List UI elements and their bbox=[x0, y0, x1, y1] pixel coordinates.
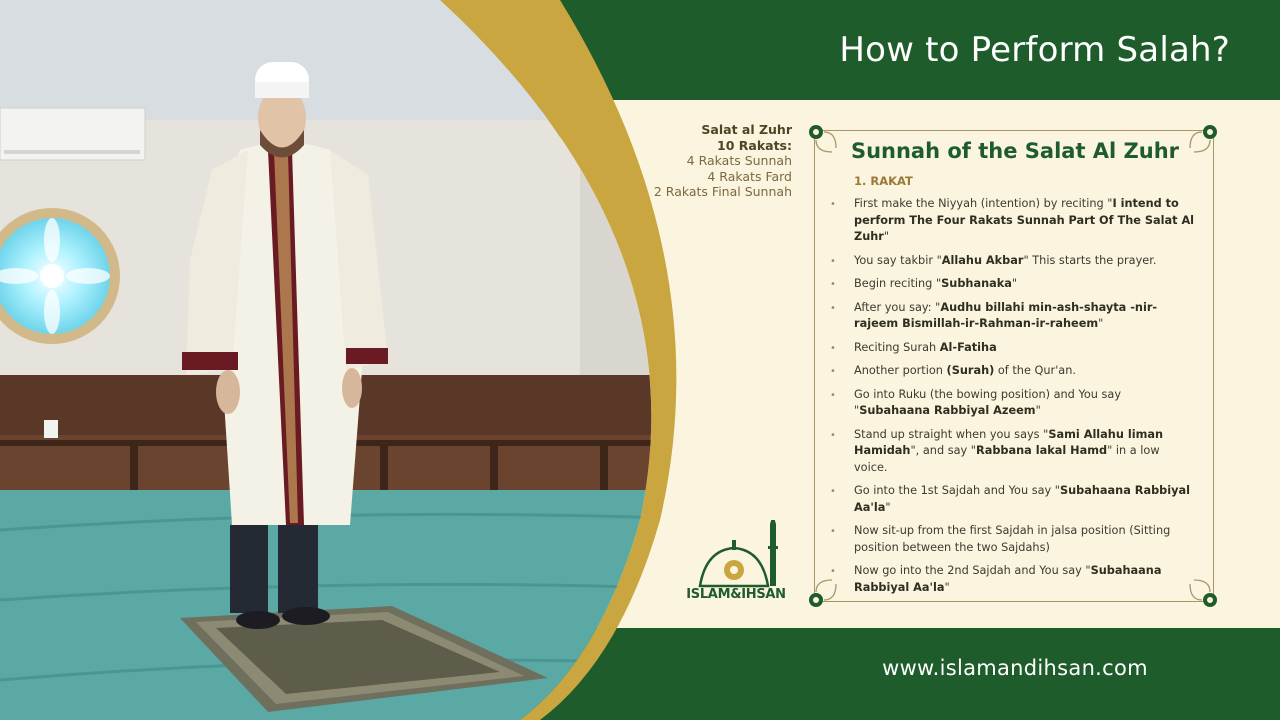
summary-sunnah: 4 Rakats Sunnah bbox=[686, 153, 792, 168]
steps-list bbox=[826, 196, 1196, 603]
logo-text: ISLAM&IHSAN bbox=[686, 587, 786, 602]
list-item: • Another portion (Surah) of the Qur'an. bbox=[830, 364, 1076, 377]
summary-total-rakats: 10 Rakats: bbox=[717, 137, 792, 153]
summary-final-sunnah: 2 Rakats Final Sunnah bbox=[653, 184, 792, 199]
steps-title: Sunnah of the Salat Al Zuhr bbox=[850, 139, 1180, 163]
list-item: • First make the Niyyah (intention) by reciting "I intend to perform The Four Rakats Sunnah Part Of The Salat Al Zuhr" bbox=[830, 197, 1195, 243]
summary-fard: 4 Rakats Fard bbox=[707, 168, 792, 184]
list-item: • Stand up straight when you says "Sami Allahu liman Hamidah", and say "Rabbana lakal Hamd" in a low voice. bbox=[830, 427, 1164, 474]
list-item: • Begin reciting "Subhanaka" bbox=[830, 277, 1018, 290]
list-item: • You say takbir "Allahu Akbar" This starts the prayer. bbox=[830, 253, 1157, 267]
list-item: • Now sit-up from the first Sajdah in jalsa position (Sitting position between the two Sajdahs) bbox=[830, 524, 1171, 554]
list-item: • Now go into the 2nd Sajdah and You say "Subahaana Rabbiyal Aa'la" bbox=[830, 564, 1162, 594]
corner-ornament-icon bbox=[806, 122, 842, 158]
site-url: www.islamandihsan.com bbox=[882, 656, 1148, 680]
summary-prayer-name: Salat al Zuhr bbox=[701, 122, 792, 137]
list-item: • Reciting Surah Al-Fatiha bbox=[830, 340, 997, 354]
rakat-heading: 1. RAKAT bbox=[854, 174, 913, 188]
list-item: • After you say: "Audhu billahi min-ash-shayta -nir-rajeem Bismillah-ir-Rahman-ir-raheem" bbox=[830, 300, 1158, 330]
prayer-summary bbox=[620, 122, 792, 200]
list-item: • Go into the 1st Sajdah and You say "Subahaana Rabbiyal Aa'la" bbox=[830, 484, 1190, 514]
page-title: How to Perform Salah? bbox=[839, 30, 1230, 70]
list-item: • Go into Ruku (the bowing position) and You say "Subahaana Rabbiyal Azeem" bbox=[830, 387, 1121, 417]
